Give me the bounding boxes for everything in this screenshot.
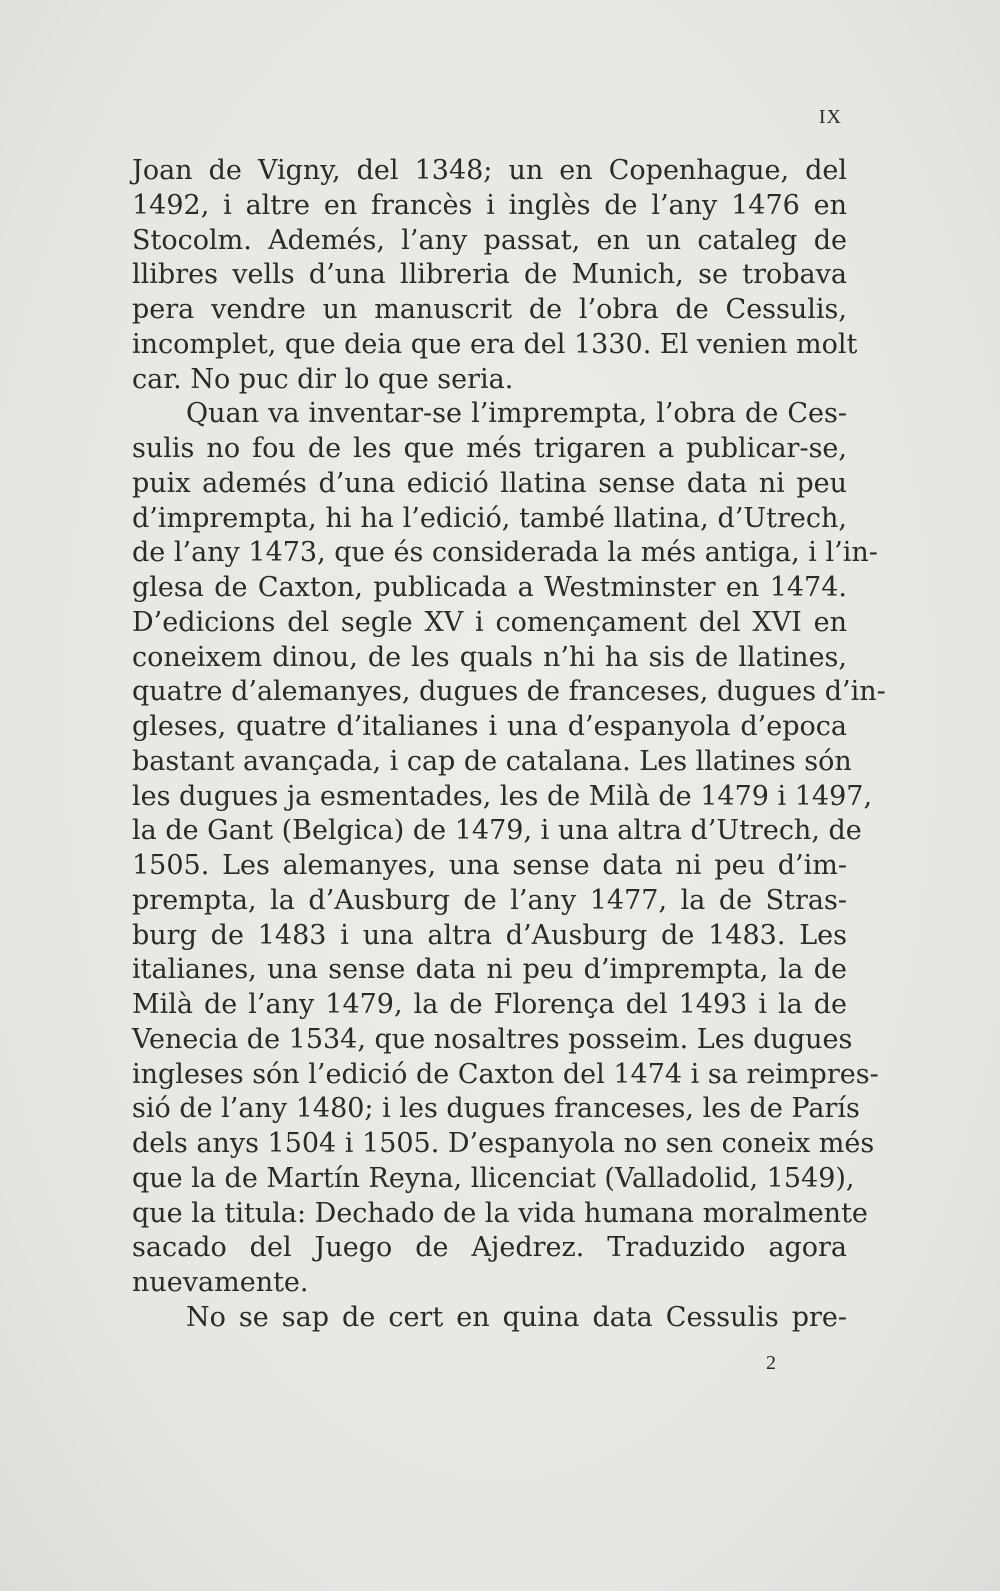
text-line: ingleses són l’edició de Caxton del 1474 i sa reimpres- [132,1058,879,1090]
text-line: sió de l’any 1480; i les dugues franceses, les de París [132,1093,860,1125]
text-line: coneixem dinou, de les quals n’hi ha sis de llatines, [132,641,847,673]
text-line: puix ademés d’una edició llatina sense data ni peu [132,467,847,499]
text-line: les dugues ja esmentades, les de Milà de 1479 i 1497, [132,780,873,812]
text-line: que la de Martín Reyna, llicenciat (Valladolid, 1549), [132,1162,855,1194]
paragraph-start-line: No se sap de cert en quina data Cessulis pre- [186,1301,847,1333]
text-line: dels anys 1504 i 1505. D’espanyola no sen coneix més [132,1128,875,1159]
text-line: Joan de Vigny, del 1348; un en Copenhague, del [132,155,847,186]
text-line: D’edicions del segle XV i començament del XVI en [132,606,847,638]
text-line: de l’any 1473, que és considerada la més antiga, i l’in- [132,537,878,569]
text-line: incomplet, que deia que era del 1330. El venien molt [132,328,858,360]
text-line: burg de 1483 i una altra d’Ausburg de 1483. Les [132,919,847,951]
text-line: gleses, quatre d’italianes i una d’espanyola d’epoca [132,711,847,742]
text-line: bastant avançada, i cap de catalana. Les llatines són [132,745,852,777]
text-line: llibres vells d’una llibreria de Munich, se trobava [132,259,847,291]
text-line: d’imprempta, hi ha l’edició, també llatina, d’Utrech, [132,502,847,534]
text-line: quatre d’alemanyes, dugues de franceses, dugues d’in- [132,676,886,708]
text-line: nuevamente. [132,1267,309,1298]
signature-mark: 2 [766,1352,776,1374]
text-line: italianes, una sense data ni peu d’imprempta, la de [132,954,847,986]
text-line: que la titula: Dechado de la vida humana moralmente [132,1197,868,1229]
paragraph-start-line: Quan va inventar-se l’imprempta, l’obra de Ces- [186,398,847,430]
text-line: glesa de Caxton, publicada a Westminster en 1474. [132,572,847,603]
text-line: Stocolm. Ademés, l’any passat, en un cataleg de [132,224,847,256]
page-number-header: IX [818,106,842,128]
text-line: prempta, la d’Ausburg de l’any 1477, la de Stras- [132,884,847,916]
text-line: 1505. Les alemanyes, una sense data ni peu d’im- [132,850,847,881]
text-line: la de Gant (Belgica) de 1479, i una altra d’Utrech, de [132,815,862,847]
text-line: sulis no fou de les que més trigaren a publicar-se, [132,433,847,464]
text-line: pera vendre un manuscrit de l’obra de Cessulis, [132,294,847,325]
text-line: Milà de l’any 1479, la de Florença del 1493 i la de [132,989,847,1020]
text-line: Venecia de 1534, que nosaltres posseim. Les dugues [132,1023,853,1055]
body-text [132,154,886,1336]
text-line: sacado del Juego de Ajedrez. Traduzido agora [132,1232,847,1264]
text-line: 1492, i altre en francès i inglès de l’any 1476 en [132,189,847,221]
text-line: car. No puc dir lo que seria. [132,363,514,395]
